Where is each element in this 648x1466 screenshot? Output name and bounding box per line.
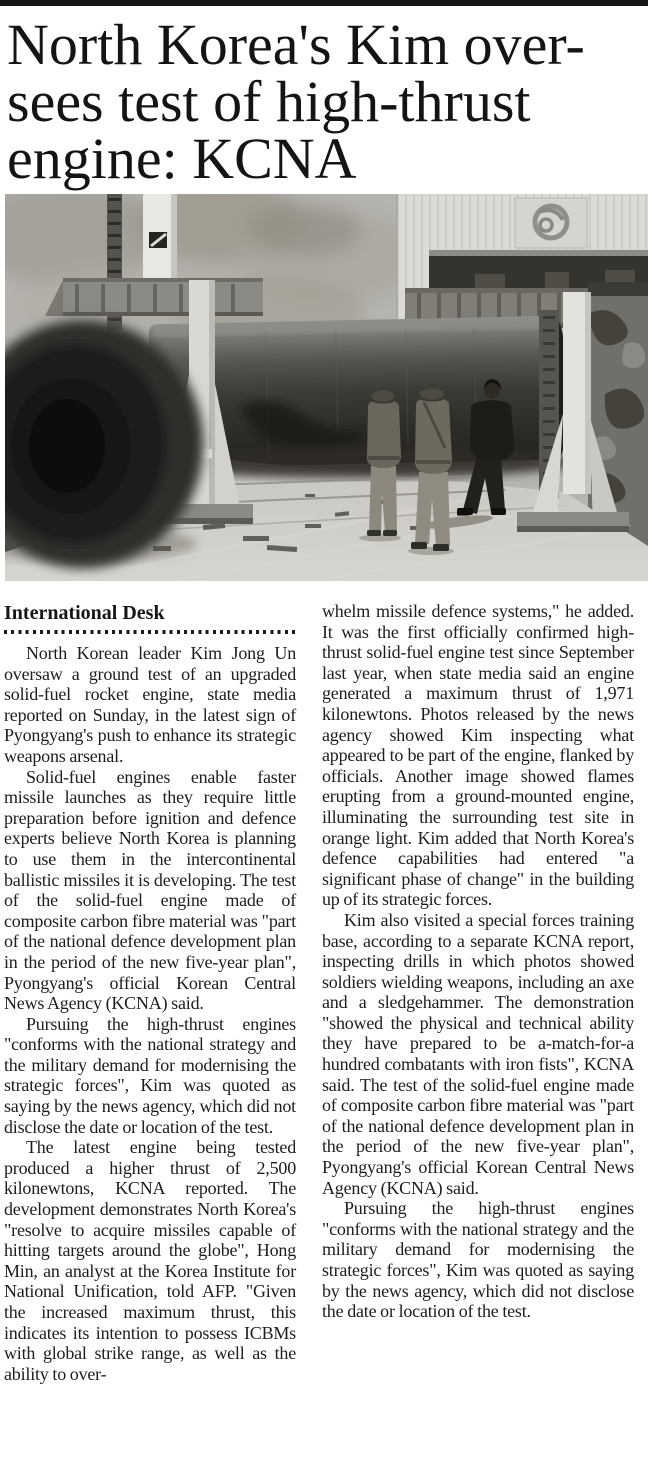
byline-dotted-rule bbox=[4, 630, 296, 634]
engine-nozzle bbox=[5, 320, 203, 568]
engine-test-photo-illustration bbox=[5, 194, 648, 581]
paragraph: Pursuing the high-thrust engines "conforms with the national strategy and the military demand for modernising the strategic forces", Kim was quoted as saying by the news agency, which did not disclose the date or location of the test. bbox=[4, 1013, 296, 1137]
article-columns bbox=[4, 601, 634, 1384]
paragraph: The latest engine being tested produced a higher thrust of 2,500 kilonewtons, KCNA reported. The development demonstrates North Korea's "resolve to acquire missiles capable of hitting targets around the globe", Hong Min, an analyst at the Korea Institute for National Unification, told AFP. "Given the increased maximum thrust, this indicates its intention to possess ICBMs with global strike range, as well as the ability to over- bbox=[4, 1137, 296, 1384]
headline-line-3: engine: KCNA bbox=[7, 126, 357, 191]
article-photo bbox=[5, 194, 648, 581]
officer-figure-1 bbox=[367, 391, 401, 537]
headline-line-2: sees test of high-thrust bbox=[7, 69, 531, 134]
paragraph: Solid-fuel engines enable faster missile launches as they require little preparation before ignition and defence experts believe North Korea is planning to use them in the intercontinental ballistic missiles it is developing. The test of the solid-fuel engine made of composite carbon fibre material was "part of the national defence development plan in the period of the new five-year plan", Pyongyang's official Korean Central News Agency (KCNA) said. bbox=[4, 766, 296, 1014]
right-column bbox=[322, 601, 634, 1384]
top-rule-bar bbox=[0, 0, 648, 6]
headline bbox=[7, 12, 638, 191]
left-column bbox=[4, 601, 296, 1384]
factory-emblem bbox=[515, 198, 587, 248]
paragraph: North Korean leader Kim Jong Un oversaw a ground test of an upgraded solid-fuel rocket engine, state media reported on Sunday, in the latest sign of Pyongyang's push to enhance its strategic weapons arsenal. bbox=[4, 643, 296, 766]
paragraph: Pursuing the high-thrust engines "conforms with the national strategy and the military demand for modernising the strategic forces", Kim was quoted as saying by the news agency, which did not disclose the date or location of the test. bbox=[322, 1198, 634, 1322]
paragraph: Kim also visited a special forces training base, according to a separate KCNA report, inspecting drills in which photos showed soldiers wielding weapons, including an axe and a sledgehammer. The demonstration "showed the physical and technical ability they have prepared to be a-match-for-a hundred combatants with iron fists", KCNA said. The test of the solid-fuel engine made of composite carbon fibre material was "part of the national defence development plan in the period of the new five-year plan", Pyongyang's official Korean Central News Agency (KCNA) said. bbox=[322, 909, 634, 1198]
byline: International Desk bbox=[4, 602, 165, 624]
paragraph: whelm missile defence systems," he added. It was the first officially confirmed high-thrust solid-fuel engine test since September last year, when state media said an engine generated a maximum thrust of 1,971 kilonewtons. Photos released by the news agency showed Kim inspecting what appeared to be part of the engine, flanked by officials. Another image showed flames erupting from a ground-mounted engine, illuminating the surrounding test site in orange light. Kim added that North Korea's defence capabilities had entered "a significant phase of change" in the building up of its strategic forces. bbox=[322, 601, 634, 910]
headline-line-1: North Korea's Kim over- bbox=[7, 12, 585, 77]
